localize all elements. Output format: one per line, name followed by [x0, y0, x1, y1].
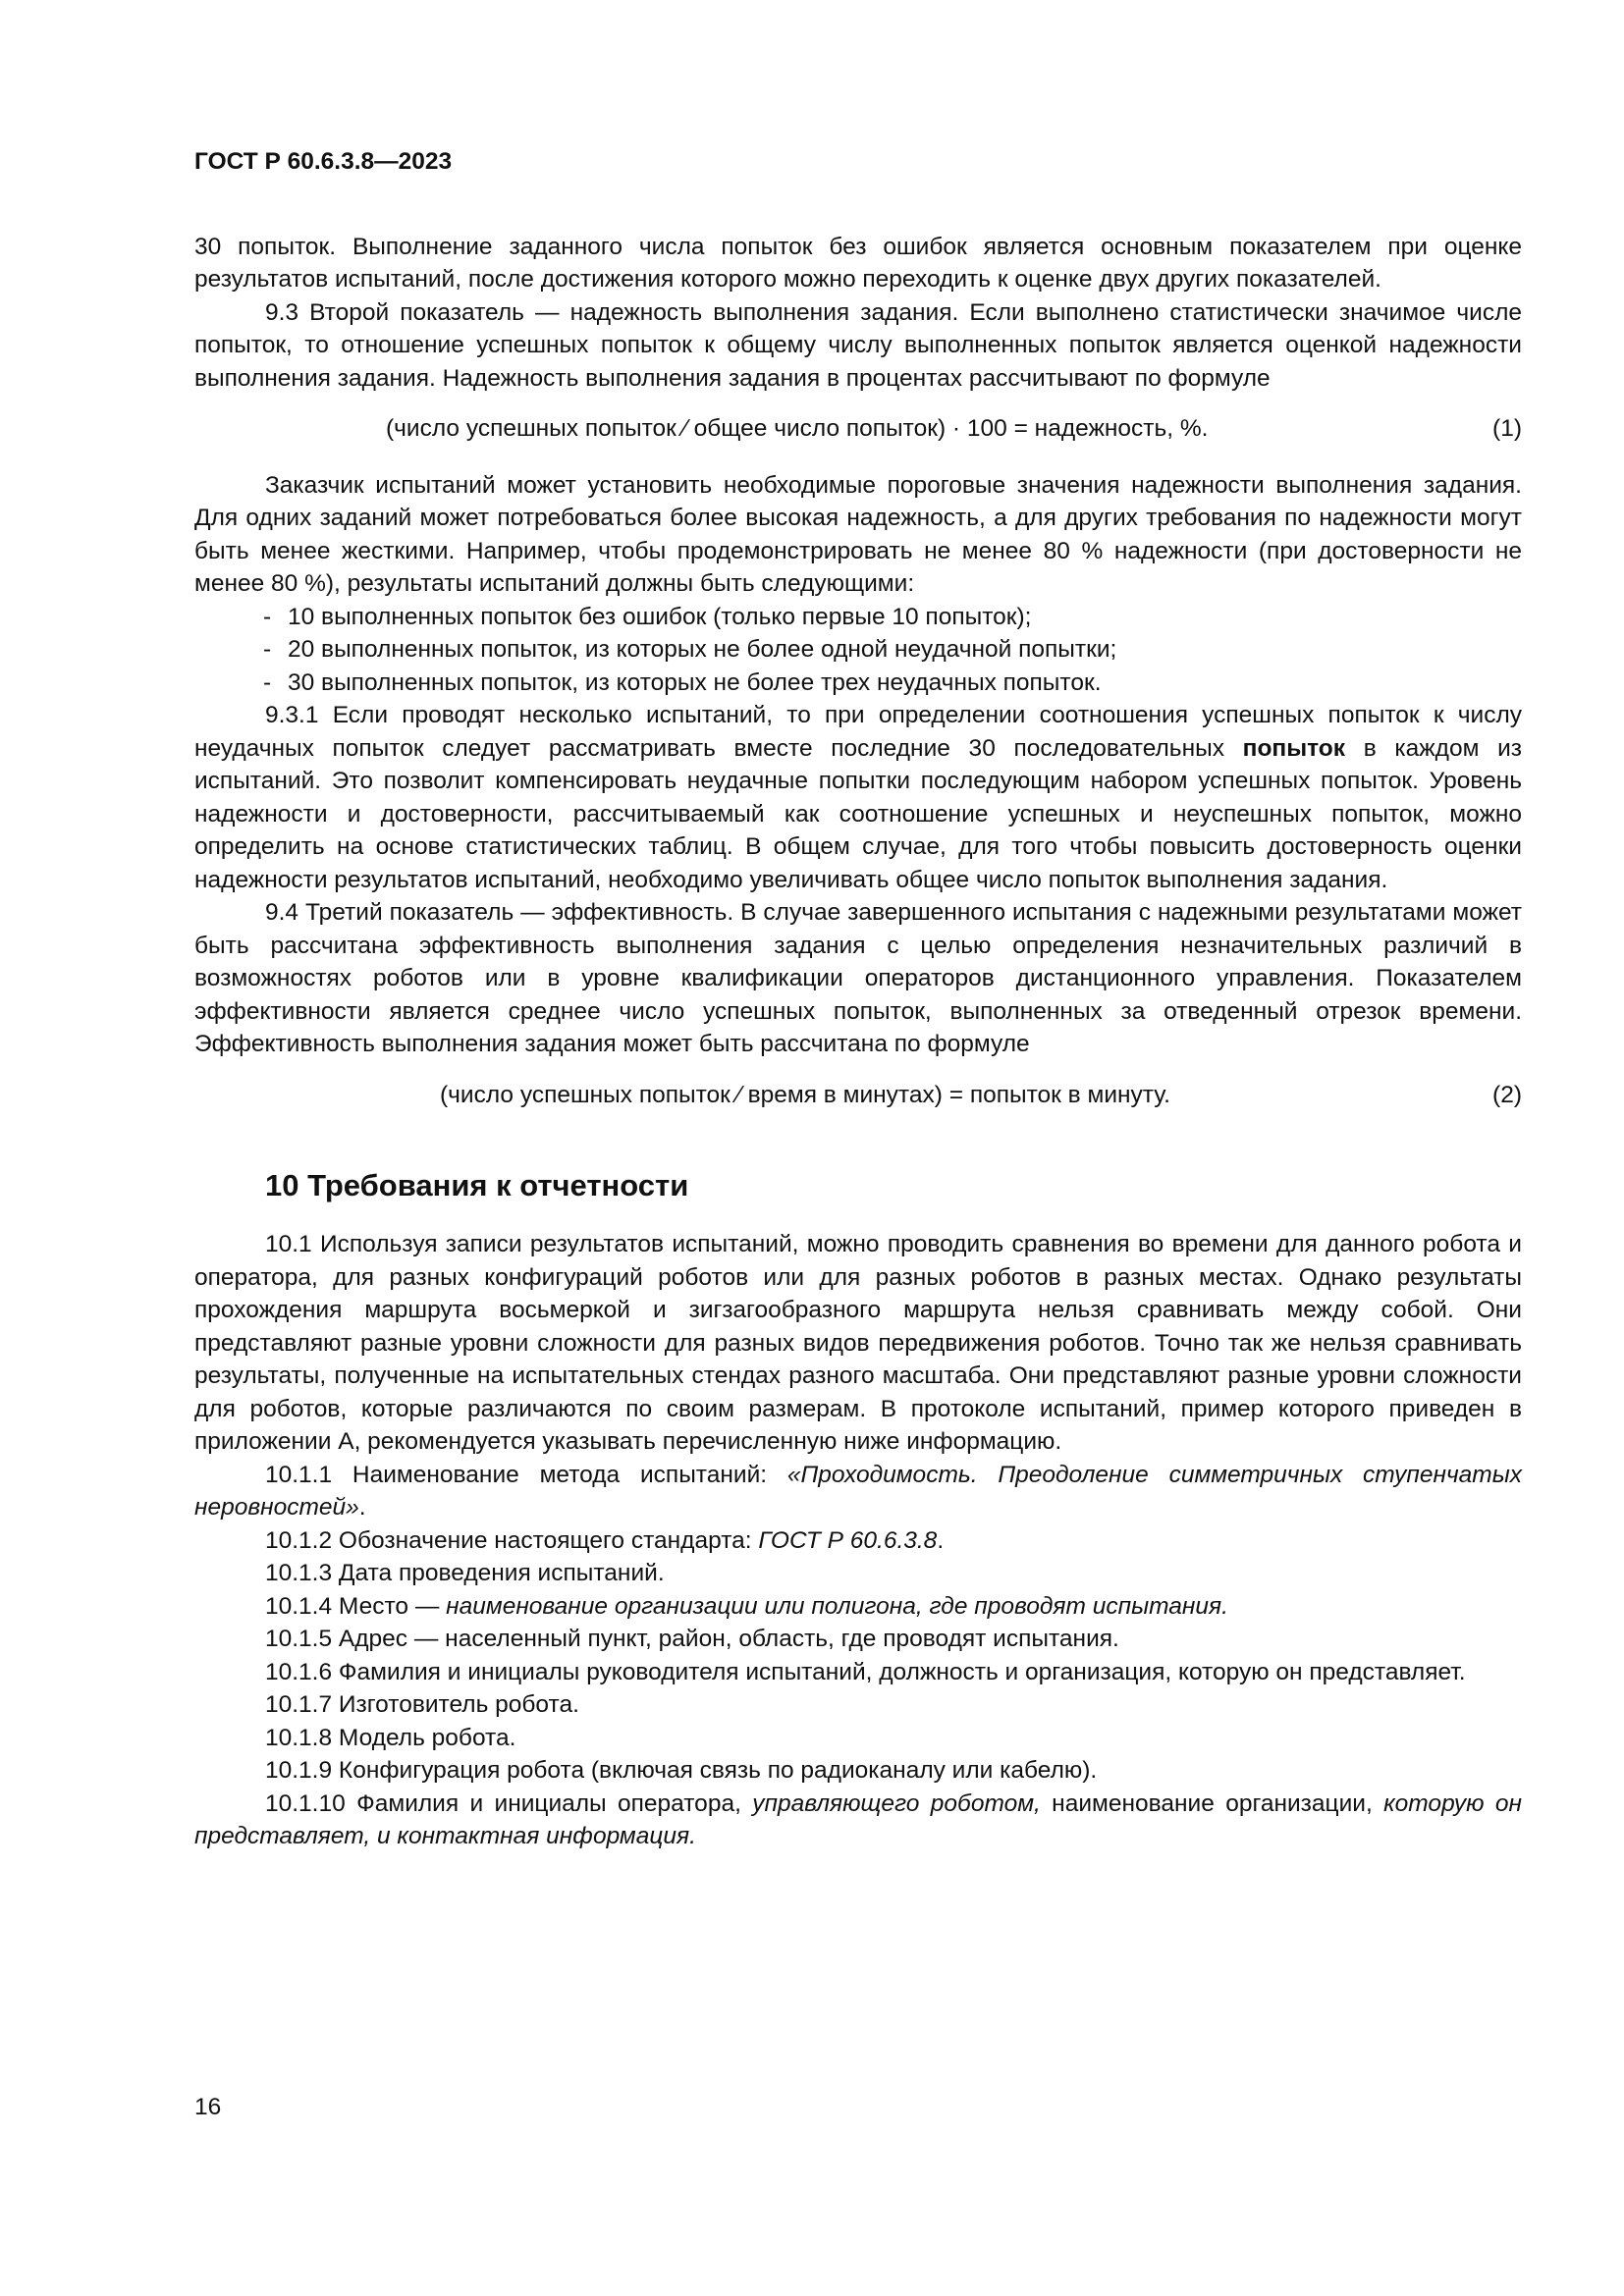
item-10-1-4: 10.1.4 Место — наименование организации или полигона, где проводят испытания. [265, 1592, 1228, 1620]
formula-1 [194, 412, 1522, 446]
item-10-1-7: 10.1.7 Изготовитель робота. [265, 1691, 579, 1718]
item-10-1-2: 10.1.2 Обозначение настоящего стандарта: ГОСТ Р 60.6.3.8. [265, 1526, 945, 1554]
paragraph-continuation: 30 попыток. Выполнение заданного числа попыток без ошибок является основным показателем при оценке результатов испытаний, после достижения которого можно переходить к оценке двух других показателей. [194, 233, 1522, 293]
paragraph-9-3: 9.3 Второй показатель — надежность выполнения задания. Если выполнено статистически значимое числе попыток, то отношение успешных попыток к общему числу выполненных попыток является оценкой надежности выполнения задания. Надежность выполнения задания в процентах рассчитывают по формуле [194, 298, 1522, 392]
document-page [194, 145, 1522, 1853]
page-number: 16 [194, 2094, 222, 2120]
formula-2 [194, 1079, 1522, 1112]
list-item: - 20 выполненных попыток, из которых не более одной неудачной попытки; [263, 636, 1117, 663]
item-10-1-10: 10.1.10 Фамилия и инициалы оператора, управляющего роботом, наименование организации, которую он представляет, и контактная информация. [194, 1789, 1523, 1849]
formula-2-text: (число успешных попыток ∕ время в минутах) = попыток в минуту. [440, 1081, 1170, 1108]
item-10-1-9: 10.1.9 Конфигурация робота (включая связь по радиоканалу или кабелю). [265, 1757, 1098, 1784]
paragraph-thresholds: Заказчик испытаний может установить необходимые пороговые значения надежности выполнения задания. Для одних заданий может потребоваться более высокая надежность, а для других требования по надежности могут быть менее жесткими. Например, чтобы продемонстрировать не менее 80 % надежности (при достоверности не менее 80 %), результаты испытаний должны быть следующими: [194, 471, 1522, 597]
list-item: - 30 выполненных попыток, из которых не более трех неудачных попыток. [263, 668, 1102, 696]
requirements-list [194, 601, 1522, 700]
item-10-1-8: 10.1.8 Модель робота. [265, 1724, 516, 1751]
formula-2-number: (2) [1492, 1081, 1522, 1108]
formula-1-text: (число успешных попыток ∕ общее число попыток) · 100 = надежность, %. [386, 415, 1209, 442]
item-10-1-3: 10.1.3 Дата проведения испытаний. [265, 1560, 665, 1586]
paragraph-9-3-1: 9.3.1 Если проводят несколько испытаний, то при определении соотношения успешных попыток к числу неудачных попыток следует рассматривать вместе последние 30 последовательных попыток в каждом из испытаний. Это позволит компенсировать неудачные попытки последующим набором успешных попыток. Уровень надежности и достоверности, рассчитываемый как соотношение успешных и неуспешных попыток, можно определить на основе статистических таблиц. В общем случае, для того чтобы повысить достоверность оценки надежности результатов испытаний, необходимо увеличивать общее число попыток выполнения задания. [194, 702, 1522, 893]
list-item: - 10 выполненных попыток без ошибок (только первые 10 попыток); [263, 603, 1032, 630]
paragraph-9-4: 9.4 Третий показатель — эффективность. В случае завершенного испытания с надежными результатами может быть рассчитана эффективность выполнения задания с целью определения незначительных различий в возможностях роботов или в уровне квалификации операторов дистанционного управления. Показателем эффективности является среднее число успешных попыток, выполненных за отведенный отрезок времени. Эффективность выполнения задания может быть рассчитана по формуле [194, 899, 1522, 1057]
document-header: ГОСТ Р 60.6.3.8—2023 [194, 148, 453, 175]
item-10-1-1: 10.1.1 Наименование метода испытаний: «Проходимость. Преодоление симметричных ступенчатых неровностей». [194, 1461, 1522, 1521]
item-10-1-6: 10.1.6 Фамилия и инициалы руководителя испытаний, должность и организация, которую он представляет. [265, 1658, 1466, 1685]
section-10-title: 10 Требования к отчетности [265, 1168, 689, 1202]
paragraph-10-1: 10.1 Используя записи результатов испытаний, можно проводить сравнения во времени для данного робота и оператора, для разных конфигураций роботов или для разных роботов в разных местах. Однако результаты прохождения маршрута восьмеркой и зигзагообразного маршрута нельзя сравнивать между собой. Они представляют разные уровни сложности для разных видов передвижения роботов. Точно так же нельзя сравнивать результаты, полученные на испытательных стендах разного масштаба. Они представляют разные уровни сложности для роботов, которые различаются по своим размерам. В протоколе испытаний, пример которого приведен в приложении А, рекомендуется указывать перечисленную ниже информацию. [194, 1231, 1522, 1455]
item-10-1-5: 10.1.5 Адрес — населенный пункт, район, область, где проводят испытания. [265, 1626, 1119, 1652]
formula-1-number: (1) [1492, 415, 1522, 442]
